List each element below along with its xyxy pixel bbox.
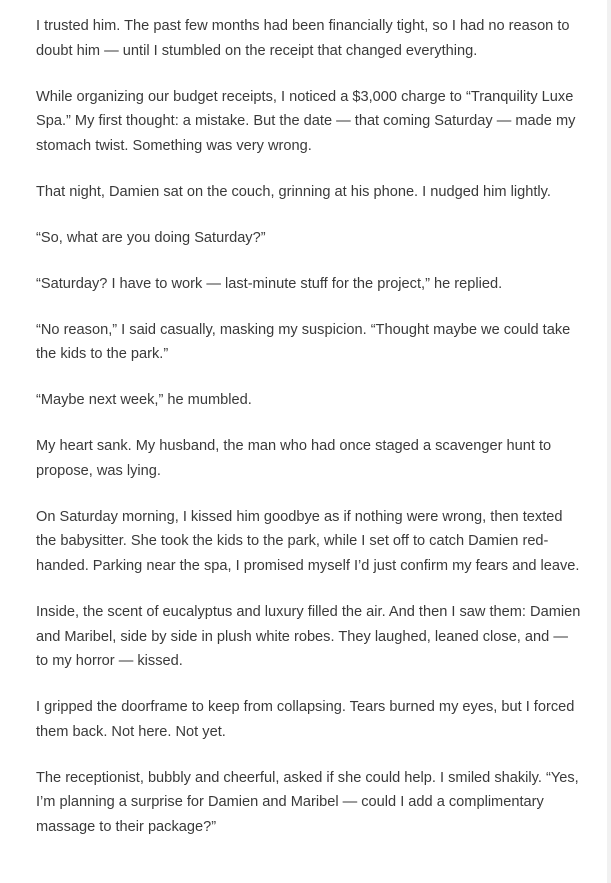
paragraph: The receptionist, bubbly and cheerful, asked if she could help. I smiled shakily. “Yes, I’m planning a surprise for Damien and Maribel — could I add a complimentary massage to their package?” [36, 769, 579, 835]
paragraph: “Saturday? I have to work — last-minute stuff for the project,” he replied. [36, 275, 503, 292]
paragraph: “So, what are you doing Saturday?” [36, 229, 266, 246]
paragraph: “No reason,” I said casually, masking my suspicion. “Thought maybe we could take the kids to the park.” [36, 321, 571, 363]
paragraph: Inside, the scent of eucalyptus and luxury filled the air. And then I saw them: Damien and Maribel, side by side in plush white robes. They laughed, leaned close, and — to my horror — kissed. [36, 604, 581, 670]
article-body [36, 14, 581, 861]
paragraph: I gripped the doorframe to keep from collapsing. Tears burned my eyes, but I forced them back. Not here. Not yet. [36, 699, 575, 740]
paragraph: On Saturday morning, I kissed him goodbye as if nothing were wrong, then texted the babysitter. She took the kids to the park, while I set off to catch Damien red-handed. Parking near the spa, I promised myself I’d just confirm my fears and leave. [36, 508, 580, 575]
paragraph: That night, Damien sat on the couch, grinning at his phone. I nudged him lightly. [36, 183, 551, 200]
paragraph: My heart sank. My husband, the man who had once staged a scavenger hunt to propose, was lying. [36, 438, 552, 479]
paragraph: While organizing our budget receipts, I noticed a $3,000 charge to “Tranquility Luxe Spa.” My first thought: a mistake. But the date — that coming Saturday — made my stomach twist. Something was very wrong. [36, 88, 576, 154]
paragraph: “Maybe next week,” he mumbled. [36, 392, 252, 409]
scrollbar[interactable] [607, 0, 611, 883]
paragraph: I trusted him. The past few months had been financially tight, so I had no reason to doubt him — until I stumbled on the receipt that changed everything. [36, 18, 570, 59]
